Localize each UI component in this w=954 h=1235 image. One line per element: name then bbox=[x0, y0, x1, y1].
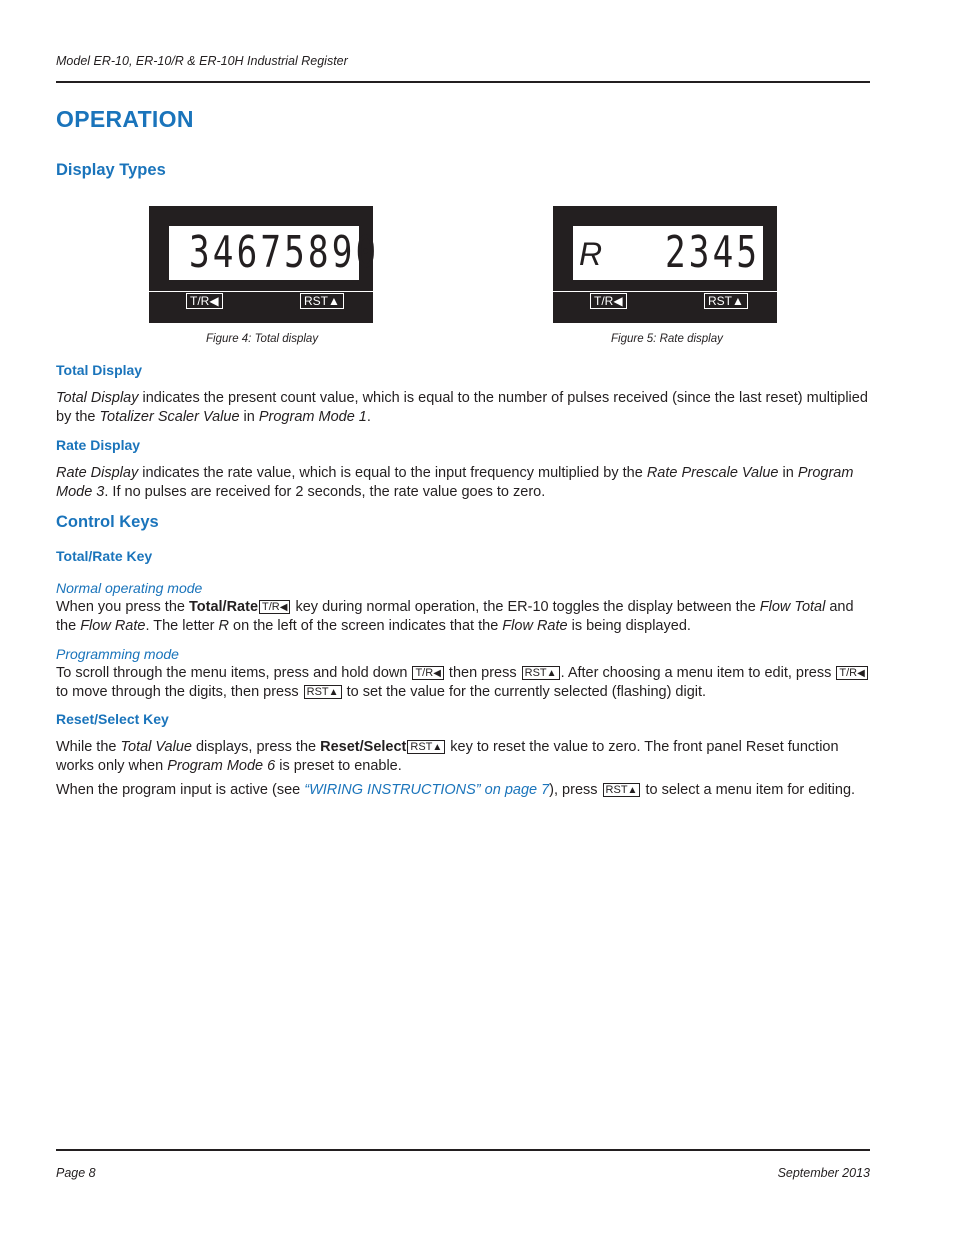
panel-divider bbox=[149, 291, 373, 292]
up-arrow-icon: ▲ bbox=[546, 668, 557, 679]
emphasis-text: R bbox=[218, 618, 230, 634]
bold-text: Reset/Select bbox=[320, 739, 407, 755]
emphasis-text: Flow Total bbox=[759, 599, 826, 615]
header-rule bbox=[56, 81, 870, 83]
tr-key bbox=[186, 293, 223, 309]
emphasis-text: Total Display bbox=[56, 390, 139, 406]
display-types-heading: Display Types bbox=[56, 161, 166, 179]
emphasis-text: Total Value bbox=[120, 739, 192, 755]
rate-display-heading: Rate Display bbox=[56, 437, 141, 453]
running-header: Model ER-10, ER-10/R & ER-10H Industrial Register bbox=[56, 54, 348, 68]
left-arrow-icon: ◀ bbox=[433, 668, 441, 679]
normal-mode-heading: Normal operating mode bbox=[56, 580, 203, 596]
inline-rst-key-label: RST bbox=[306, 686, 329, 698]
left-arrow-icon: ◀ bbox=[209, 294, 219, 308]
inline-rst-key-label: RST bbox=[524, 667, 547, 679]
rst-key bbox=[300, 293, 344, 309]
inline-tr-key bbox=[259, 600, 290, 614]
bold-text: Total/Rate bbox=[189, 599, 259, 615]
left-arrow-icon: ◀ bbox=[279, 602, 288, 613]
inline-tr-key-label: T/R bbox=[262, 601, 280, 613]
page-number: Page 8 bbox=[56, 1166, 96, 1180]
reset-select-key-heading: Reset/Select Key bbox=[56, 711, 169, 727]
inline-rst-key-label: RST bbox=[410, 741, 433, 753]
footer-rule bbox=[56, 1149, 870, 1151]
emphasis-text: Program Mode 3 bbox=[56, 465, 854, 500]
tr-key-label: T/R bbox=[190, 294, 210, 308]
left-arrow-icon: ◀ bbox=[857, 668, 865, 679]
rst-key-label: RST bbox=[304, 294, 328, 308]
program-input-paragraph: When the program input is active (see “WIRING INSTRUCTIONS” on page 7), press RST▲ to select a menu item for editing. bbox=[56, 782, 856, 798]
inline-tr-key bbox=[836, 666, 867, 680]
emphasis-text: Totalizer Scaler Value bbox=[99, 409, 240, 425]
inline-rst-key bbox=[407, 740, 445, 754]
up-arrow-icon: ▲ bbox=[732, 294, 744, 308]
programming-mode-paragraph: To scroll through the menu items, press and hold down T/R◀ then press RST▲ . After choosing a menu item to edit, press T/R◀ to move through the digits, then press RST▲ to set the value for the currently selected (flashing) digit. bbox=[56, 664, 876, 702]
cross-reference-link[interactable]: “WIRING INSTRUCTIONS” on page 7 bbox=[304, 782, 550, 798]
inline-rst-key bbox=[603, 783, 641, 797]
lcd-reading: 2345 bbox=[665, 227, 761, 278]
rst-key-label: RST bbox=[708, 294, 732, 308]
footer-date: September 2013 bbox=[777, 1166, 870, 1180]
emphasis-text: Flow Rate bbox=[502, 618, 568, 634]
total-rate-key-heading: Total/Rate Key bbox=[56, 548, 153, 564]
rate-display-paragraph: Rate Display indicates the rate value, which is equal to the input frequency multiplied by the Rate Prescale Value in Program Mode 3. If no pulses are received for 2 seconds, the rate value goes to zero. bbox=[56, 465, 854, 500]
figure-5-caption: Figure 5: Rate display bbox=[611, 333, 723, 345]
emphasis-text: Rate Prescale Value bbox=[646, 465, 779, 481]
inline-tr-key-label: T/R bbox=[839, 667, 858, 679]
section-title: OPERATION bbox=[56, 106, 194, 132]
figure-4-caption: Figure 4: Total display bbox=[206, 333, 319, 345]
control-keys-heading: Control Keys bbox=[56, 513, 159, 531]
rate-indicator: R bbox=[579, 236, 603, 272]
tr-key-label: T/R bbox=[594, 294, 614, 308]
total-display-paragraph: Total Display indicates the present count value, which is equal to the number of pulses received (since the last reset) multiplied by the Totalizer Scaler Value in Program Mode 1. bbox=[56, 390, 868, 425]
emphasis-text: Flow Rate bbox=[80, 618, 146, 634]
up-arrow-icon: ▲ bbox=[328, 294, 340, 308]
tr-key bbox=[590, 293, 627, 309]
inline-rst-key bbox=[522, 666, 560, 680]
lcd-screen bbox=[573, 226, 763, 280]
rst-key bbox=[704, 293, 748, 309]
reset-key-paragraph: While the Total Value displays, press the Reset/Select RST▲ key to reset the value to zero. The front panel Reset function works only when Program Mode 6 is preset to enable. bbox=[56, 739, 839, 774]
lcd-reading: 34675890 bbox=[189, 227, 380, 278]
emphasis-text: Program Mode 1 bbox=[258, 409, 367, 425]
up-arrow-icon: ▲ bbox=[432, 742, 443, 753]
inline-rst-key bbox=[304, 685, 342, 699]
inline-tr-key bbox=[412, 666, 443, 680]
normal-mode-paragraph: When you press the Total/Rate T/R◀ key during normal operation, the ER-10 toggles the display between the Flow Total and the Flow Rate. The letter R on the left of the screen indicates that the Flow Rate is being displayed. bbox=[56, 599, 854, 634]
inline-tr-key-label: T/R bbox=[415, 667, 434, 679]
inline-rst-key-label: RST bbox=[605, 784, 628, 796]
up-arrow-icon: ▲ bbox=[328, 687, 339, 698]
emphasis-text: Program Mode 6 bbox=[167, 758, 276, 774]
up-arrow-icon: ▲ bbox=[627, 785, 638, 796]
total-display-heading: Total Display bbox=[56, 362, 143, 378]
programming-mode-heading: Programming mode bbox=[56, 646, 179, 662]
rate-display-figure bbox=[553, 206, 777, 323]
total-display-figure bbox=[149, 206, 380, 323]
lcd-screen bbox=[169, 226, 380, 280]
emphasis-text: Rate Display bbox=[56, 465, 139, 481]
panel-divider bbox=[553, 291, 777, 292]
left-arrow-icon: ◀ bbox=[613, 294, 623, 308]
